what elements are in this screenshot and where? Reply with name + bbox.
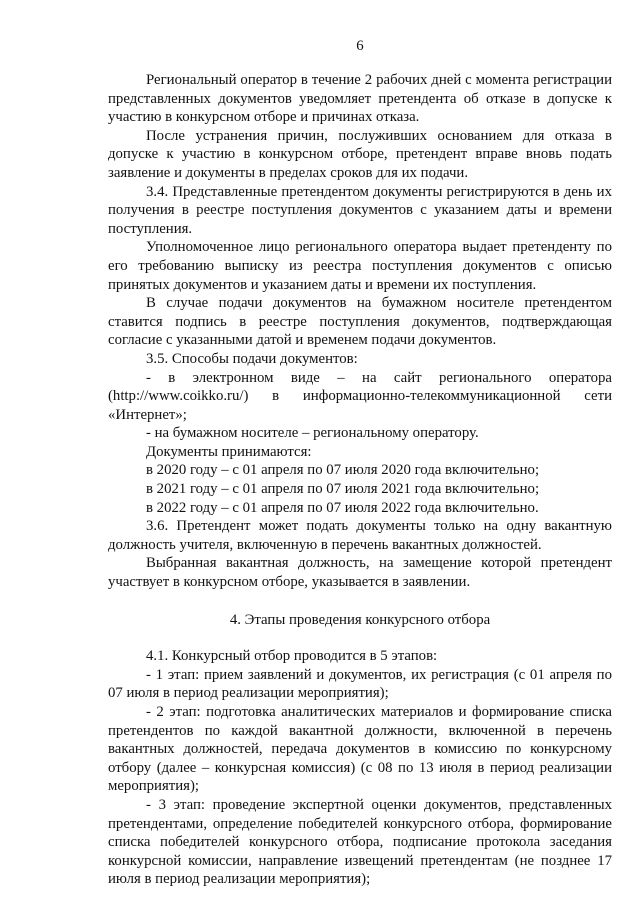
paragraph-stage-1: - 1 этап: прием заявлений и документов, их регистрация (с 01 апреля по 07 июля в период реализации мероприятия);: [108, 666, 612, 702]
paragraph-stage-3: - 3 этап: проведение экспертной оценки документов, представленных претендентами, определение победителей конкурсного отбора, формирование списка победителей конкурсного отбора, подписание протокола заседания конкурсной комиссии, направление извещений претендентам (не позднее 17 июля в период реализации мероприятия);: [108, 796, 612, 888]
paragraph-electronic-method: - в электронном виде – на сайт регионального оператора (http://www.coikko.ru/) в информационно-телекоммуникационной сети «Интернет»;: [108, 369, 612, 423]
paragraph-resubmission: После устранения причин, послуживших основанием для отказа в допуске к участию в конкурсном отборе, претендент вправе вновь подать заявление и документы в пределах сроков для их подачи.: [108, 127, 612, 181]
page-number: 6: [356, 38, 364, 54]
paragraph-3-4-registration: 3.4. Представленные претендентом документы регистрируются в день их получения в реестре поступления документов с указанием даты и времени поступления.: [108, 183, 612, 237]
section-heading: 4. Этапы проведения конкурсного отбора: [229, 611, 491, 628]
paragraph-4-1-stages: 4.1. Конкурсный отбор проводится в 5 этапов:: [146, 648, 438, 665]
paragraph-dates-2021: в 2021 году – с 01 апреля по 07 июля 2021 года включительно;: [146, 481, 540, 498]
paragraph-3-5-submission-methods: 3.5. Способы подачи документов:: [146, 350, 358, 367]
paragraph-dates-2022: в 2022 году – с 01 апреля по 07 июля 2022 года включительно.: [146, 499, 539, 516]
paragraph-dates-2020: в 2020 году – с 01 апреля по 07 июля 2020 года включительно;: [146, 462, 540, 479]
paragraph-3-6-single-vacancy: 3.6. Претендент может подать документы только на одну вакантную должность учителя, включенную в перечень вакантных должностей.: [108, 518, 612, 553]
paragraph-selected-vacancy: Выбранная вакантная должность, на замещение которой претендент участвует в конкурсном отборе, указывается в заявлении.: [108, 555, 612, 591]
paragraph-paper-signature: В случае подачи документов на бумажном носителе претендентом ставится подпись в реестре поступления документов, подтверждающая согласие с указанными датой и временем подачи документов.: [108, 295, 612, 349]
document-page: [108, 36, 612, 889]
paragraph-rejection-notice: Региональный оператор в течение 2 рабочих дней с момента регистрации представленных документов уведомляет претендента об отказе в допуске к участию в конкурсном отборе и причинах отказа.: [108, 72, 612, 126]
paragraph-paper-method: - на бумажном носителе – региональному оператору.: [146, 425, 479, 442]
paragraph-accepted-dates-intro: Документы принимаются:: [146, 443, 312, 460]
paragraph-registry-extract: Уполномоченное лицо регионального оператора выдает претенденту по его требованию выписку из реестра поступления документов с описью принятых документов и указанием даты и времени их поступления.: [108, 239, 612, 293]
paragraph-stage-2: - 2 этап: подготовка аналитических материалов и формирование списка претендентов по каждой вакантной должности, включенной в перечень вакантных должностей, передача документов в комиссию по конкурсному отбору (далее – конкурсная комиссия) (с 08 по 13 июля в период реализации мероприятия);: [108, 704, 612, 795]
